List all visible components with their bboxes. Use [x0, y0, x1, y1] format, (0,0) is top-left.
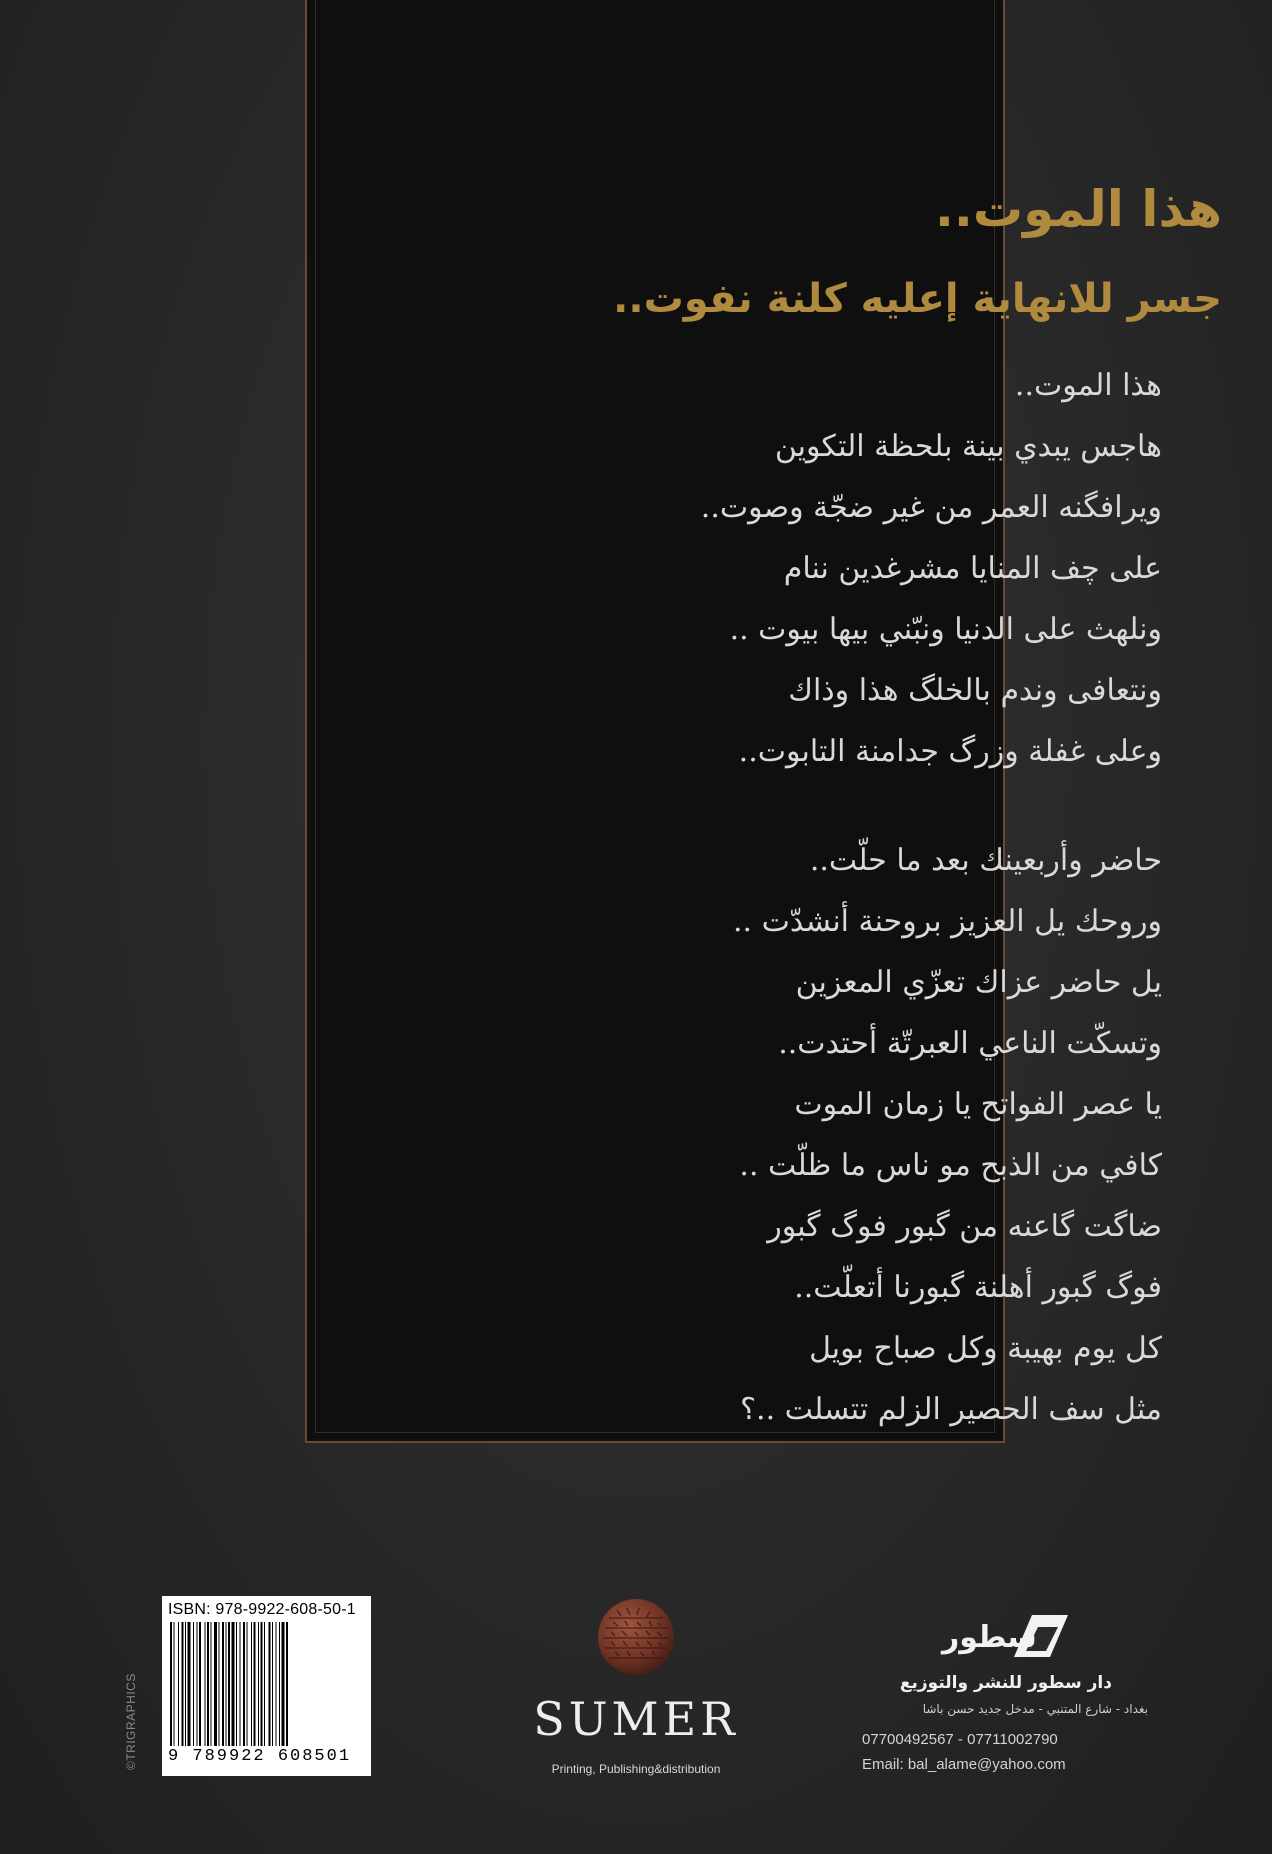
poem-line: يا عصر الفواتح يا زمان الموت: [794, 1087, 1162, 1122]
poem-line: مثل سف الحصير الزلم تتسلت ..؟: [740, 1392, 1162, 1427]
poem-line: ونلهث على الدنيا ونبّني بيها بيوت ..: [729, 612, 1162, 647]
poem-line: كل يوم بهيبة وكل صباح بويل: [809, 1331, 1162, 1366]
designer-credit: ©TRIGRAPHICS: [124, 1673, 138, 1770]
isbn-label: ISBN: 978-9922-608-50-1: [168, 1601, 356, 1618]
poem-line: فوگ گبور أهلنة گبورنا أتعلّت..: [794, 1270, 1162, 1305]
stanza-gap: [602, 782, 1162, 830]
sutour-logo-text: سطور: [942, 1620, 1037, 1655]
poem-line: ونتعافى وندم بالخلگ هذا وذاك: [788, 673, 1162, 708]
poem-line: يل حاضر عزاك تعزّي المعزين: [795, 965, 1162, 1000]
poem-line: وتسكّت الناعي العبرتّة أحتدت..: [778, 1026, 1162, 1061]
publisher-name: دار سطور للنشر والتوزيع: [899, 1673, 1112, 1693]
publisher-phones: 07700492567 - 07711002790: [862, 1731, 1058, 1748]
poem-text: [602, 355, 1162, 1440]
sumer-subtitle: Printing, Publishing&distribution: [551, 1762, 721, 1776]
poem-line: حاضر وأربعينك بعد ما حلّت..: [809, 843, 1162, 878]
poem-line: ضاگت گاعنه من گبور فوگ گبور: [767, 1209, 1162, 1244]
publisher-address: بغداد - شارع المتنبي - مدخل جديد حسن باشا: [922, 1702, 1148, 1716]
poem-line: ويرافگنه العمر من غير ضجّة وصوت..: [700, 490, 1162, 525]
isbn-barcode: [162, 1596, 371, 1776]
poem-line: وعلى غفلة وزرگ جدامنة التابوت..: [738, 734, 1162, 769]
sumer-logo-name: SUMER: [533, 1692, 739, 1746]
sumer-seal-icon: [595, 1596, 677, 1678]
publisher-email: Email: bal_alame@yahoo.com: [862, 1756, 1066, 1773]
poem-line: كافي من الذبح مو ناس ما ظلّت ..: [739, 1148, 1162, 1183]
poem-line: على چف المنايا مشرغدين ننام: [783, 551, 1162, 586]
barcode-bars-icon: [168, 1622, 365, 1746]
cover-heading-subtitle: جسر للانهاية إعليه كلنة نفوت..: [613, 276, 1222, 322]
cover-heading-title: هذا الموت..: [934, 180, 1222, 238]
poem-line: هاجس يبدي بينة بلحظة التكوين: [774, 429, 1162, 464]
poem-line: وروحك يل العزيز بروحنة أنشدّت ..: [732, 904, 1162, 939]
poem-line: هذا الموت..: [1014, 368, 1162, 403]
ean-digits: 9 789922 608501: [168, 1747, 352, 1766]
